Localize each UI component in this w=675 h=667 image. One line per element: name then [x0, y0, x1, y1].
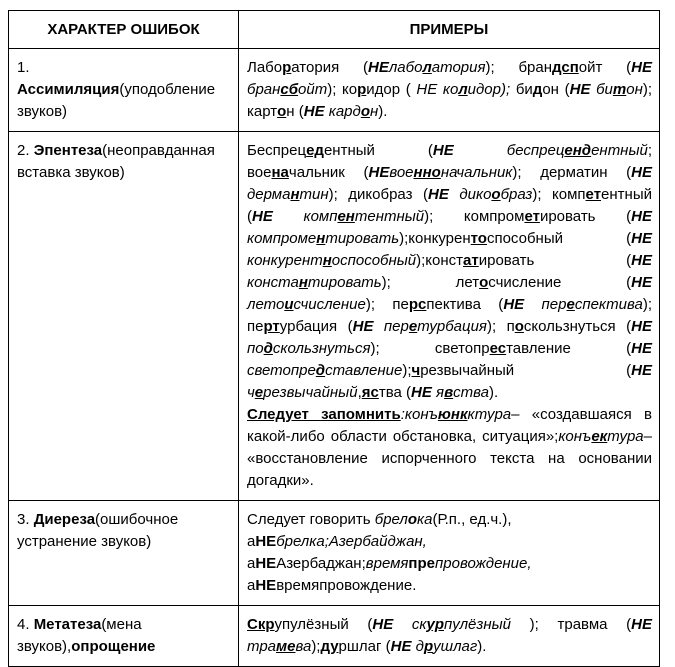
example-text-fragment: НЕ	[631, 208, 652, 225]
example-text-fragment: ); бран	[485, 59, 553, 76]
example-text-fragment: ентный (	[323, 142, 433, 159]
example-text-fragment: НЕ	[390, 638, 412, 655]
example-text-fragment: д	[315, 362, 326, 379]
example-text-fragment: НЕ	[631, 164, 652, 181]
error-type-name: Эпентеза	[33, 142, 103, 159]
example-text-fragment: НЕ	[427, 186, 449, 203]
example-text-fragment: НЕ	[631, 616, 653, 633]
error-type-number: 4.	[17, 616, 34, 633]
example-text-fragment: н	[322, 252, 332, 269]
error-type-number: 1.	[17, 59, 30, 76]
example-text-fragment: ); компром	[424, 208, 525, 225]
example-text-fragment: ес	[489, 340, 507, 357]
example-text-fragment: скользнуться	[272, 340, 371, 357]
error-type-name: Ассимиляция	[17, 81, 120, 98]
example-text-fragment: идор (	[366, 81, 417, 98]
error-type-cell	[9, 501, 239, 606]
example-text-fragment: ме	[276, 638, 296, 655]
example-text-fragment: дико	[448, 186, 492, 203]
example-text-fragment: чальник (	[288, 164, 369, 181]
example-text-fragment: НЕ	[368, 164, 390, 181]
example-text-fragment: а	[247, 577, 256, 594]
example-text-fragment: беспрец	[453, 142, 565, 159]
error-type-name: Диереза	[33, 511, 96, 528]
example-text-fragment: пектива (	[426, 296, 504, 313]
example-text-fragment: би	[590, 81, 613, 98]
example-text-fragment: Беспрец	[247, 142, 307, 159]
example-text-fragment: о	[407, 511, 418, 528]
example-text-fragment: НЕ	[631, 274, 652, 291]
example-text-fragment: светопре	[247, 362, 316, 379]
example-text-fragment: л	[422, 59, 432, 76]
error-type-number: 3.	[17, 511, 34, 528]
example-text-fragment: ка	[417, 511, 433, 528]
example-text-fragment: ко	[442, 81, 459, 98]
example-text-fragment: ).	[477, 638, 487, 655]
example-text-fragment: ет	[524, 208, 540, 225]
example-text-fragment: тра	[247, 638, 277, 655]
example-text-fragment: ); дерматин (	[512, 164, 632, 181]
example-text-fragment: );конкурен	[399, 230, 471, 247]
examples-cell	[239, 49, 660, 132]
example-text-fragment: лето	[247, 296, 285, 313]
example-text-fragment: ; вое	[247, 142, 652, 181]
example-text-fragment: о	[360, 103, 370, 120]
error-type-description: (ошибочное устранение звуков)	[17, 511, 179, 550]
example-text-fragment: ства	[453, 384, 489, 401]
example-text-fragment: яс	[361, 384, 379, 401]
example-text-fragment: о	[491, 186, 501, 203]
example-text-fragment: н	[290, 186, 300, 203]
example-text-fragment: кард	[324, 103, 361, 120]
example-text-fragment: а	[247, 555, 256, 572]
error-type-name: Метатеза	[33, 616, 102, 633]
example-text-fragment: н	[370, 103, 379, 120]
example-text-fragment: конста	[247, 274, 299, 291]
example-text-fragment: НЕ	[252, 208, 273, 225]
example-text-fragment: тин	[299, 186, 329, 203]
error-types-table	[8, 10, 660, 667]
example-text-fragment: рс	[408, 296, 427, 313]
example-text-fragment: – «восстановление испорченного текста на основании догадки».	[247, 428, 652, 489]
example-text-fragment: ); п	[486, 318, 515, 335]
example-text-fragment: резвычайный (	[420, 362, 632, 379]
example-text-fragment: н	[298, 274, 308, 291]
error-type-number: 2.	[17, 142, 34, 159]
error-type-description: (неоправданная вставка звуков)	[17, 142, 215, 181]
example-text-fragment: в	[444, 384, 454, 401]
example-text-fragment: ); травма (	[511, 616, 632, 633]
example-text-fragment: конъ	[558, 428, 592, 445]
error-type-cell	[9, 132, 239, 501]
example-text-fragment: НЕ	[503, 296, 525, 313]
example-text-fragment: по	[247, 340, 264, 357]
example-text-fragment: ед	[306, 142, 324, 159]
examples-cell	[239, 132, 660, 501]
example-text-fragment: пер	[373, 318, 409, 335]
example-text-fragment: ировать (	[539, 208, 632, 225]
example-text-fragment: НЕ	[255, 577, 277, 594]
examples-cell	[239, 501, 660, 606]
example-text-fragment: атория	[431, 59, 486, 76]
example-text-fragment: тура	[607, 428, 644, 445]
example-text-fragment: НЕ	[411, 384, 432, 401]
example-text-fragment: вое	[389, 164, 414, 181]
example-text-fragment: Скр	[247, 616, 275, 633]
example-text-fragment: провождение,	[435, 555, 532, 572]
error-type-name-secondary: опрощение	[71, 638, 156, 655]
example-text-fragment: НЕ	[303, 103, 325, 120]
error-type-cell	[9, 49, 239, 132]
example-text-fragment: ).	[378, 103, 388, 120]
table-row	[9, 501, 660, 606]
example-text-fragment: скользнуться (	[523, 318, 632, 335]
example-text-fragment: тавление (	[506, 340, 632, 357]
example-text-fragment: пер	[524, 296, 567, 313]
example-text-fragment: нно	[413, 164, 441, 181]
example-text-fragment: резвычайный	[263, 384, 358, 401]
example-text-fragment: р	[423, 638, 434, 655]
example-text-fragment: конъ	[404, 406, 438, 423]
example-text-fragment: сб	[280, 81, 299, 98]
example-text-fragment: е	[566, 296, 575, 313]
example-text-fragment: НЕ	[255, 555, 277, 572]
example-text-fragment: дсп	[552, 59, 579, 76]
example-text-fragment: я	[431, 384, 445, 401]
example-text-fragment: турбация	[417, 318, 487, 335]
example-text-fragment: способный (	[486, 230, 632, 247]
example-text-fragment: – «создавшаяся в какой-либо области обстановка, ситуация»;	[247, 406, 652, 445]
example-text-fragment: тентный	[354, 208, 425, 225]
example-text-fragment: ек	[591, 428, 608, 445]
example-text-fragment: НЕ	[255, 533, 277, 550]
example-text-fragment: НЕ	[368, 59, 389, 76]
example-text-fragment: д	[411, 638, 424, 655]
example-text-fragment: НЕ	[631, 59, 652, 76]
example-text-fragment: н	[316, 230, 326, 247]
example-text-fragment: ); лет	[381, 274, 480, 291]
example-text-fragment: счисление (	[488, 274, 632, 291]
example-text-fragment: время	[365, 555, 409, 572]
example-text-fragment: Лабо	[247, 59, 283, 76]
example-text-fragment: (Р.п., ед.ч.),	[432, 511, 512, 528]
example-text-fragment: ).	[488, 384, 499, 401]
example-text-fragment: компроме	[247, 230, 317, 247]
example-text-fragment: ); пе	[365, 296, 409, 313]
example-text-fragment: конкурент	[247, 252, 323, 269]
example-text-fragment: брелка;Азербайджан,	[276, 533, 427, 550]
example-text-fragment: ); комп	[532, 186, 586, 203]
example-text-fragment: р	[357, 81, 367, 98]
example-text-fragment: НЕ	[416, 81, 443, 98]
example-text-fragment: тировать	[307, 274, 382, 291]
example-text-fragment: л	[458, 81, 468, 98]
example-text-fragment: ат	[463, 252, 479, 269]
example-text-fragment: оспособный	[331, 252, 417, 269]
example-text-fragment: тва (	[378, 384, 412, 401]
example-text-fragment: на	[271, 164, 289, 181]
example-text-fragment: Азербаджан;	[276, 555, 366, 572]
example-text-fragment: юнк	[437, 406, 468, 423]
example-text-fragment: ); карт	[247, 81, 653, 120]
example-text-fragment: ); пе	[247, 296, 653, 335]
example-text-fragment: НЕ	[569, 81, 591, 98]
example-text-fragment: ); дикобраз (	[328, 186, 428, 203]
example-text-fragment: ур	[426, 616, 444, 633]
example-text-fragment: пулёзный	[444, 616, 511, 633]
example-text-fragment: Следует говорить	[247, 511, 375, 528]
example-text-fragment: НЕ	[631, 340, 653, 357]
example-text-fragment: ойт (	[578, 59, 632, 76]
example-text-fragment: рт	[263, 318, 280, 335]
example-text-fragment: ировать (	[478, 252, 632, 269]
example-text-fragment: комп	[272, 208, 338, 225]
example-text-fragment: НЕ	[631, 230, 652, 247]
example-text-fragment: Следует запомнить	[247, 406, 401, 423]
example-text-fragment: счисление	[293, 296, 366, 313]
example-text-fragment: идор);	[467, 81, 516, 98]
example-text-fragment: НЕ	[352, 318, 374, 335]
example-text-fragment: и	[284, 296, 294, 313]
example-text-fragment: пре	[408, 555, 435, 572]
example-text-fragment: т	[612, 81, 627, 98]
example-text-fragment: ); светопр	[370, 340, 490, 357]
example-text-fragment: НЕ	[372, 616, 394, 633]
example-text-fragment: бран	[247, 81, 281, 98]
example-text-fragment: ентный	[591, 142, 648, 159]
example-text-fragment: ойт	[298, 81, 328, 98]
example-text-fragment: ен	[337, 208, 355, 225]
example-text-fragment: ); ко	[327, 81, 358, 98]
table-row	[9, 132, 660, 501]
example-text-fragment: о	[479, 274, 489, 291]
example-text-fragment: );	[311, 638, 321, 655]
example-text-fragment: спектива	[574, 296, 643, 313]
example-text-fragment: о	[277, 103, 287, 120]
examples-cell	[239, 606, 660, 667]
example-text-fragment: НЕ	[631, 362, 652, 379]
table-row	[9, 606, 660, 667]
example-text-fragment: ушлаг	[433, 638, 478, 655]
example-text-fragment: лабо	[388, 59, 423, 76]
example-text-fragment: ставление	[325, 362, 403, 379]
example-text-fragment: ва	[295, 638, 312, 655]
example-text-fragment: урбация (	[279, 318, 353, 335]
example-text-fragment: ентный (	[247, 186, 652, 225]
example-text-fragment: );	[402, 362, 412, 379]
header-examples: ПРИМЕРЫ	[239, 11, 660, 49]
example-text-fragment: ктура	[467, 406, 512, 423]
example-text-fragment: он (	[542, 81, 570, 98]
example-text-fragment: тировать	[325, 230, 400, 247]
example-text-fragment: );конст	[416, 252, 464, 269]
example-text-fragment: времяпровождение.	[276, 577, 417, 594]
example-text-fragment: ч	[247, 384, 255, 401]
example-text-fragment: НЕ	[432, 142, 454, 159]
example-text-fragment: брел	[374, 511, 408, 528]
example-text-fragment: д	[263, 340, 273, 357]
example-text-fragment: о	[514, 318, 524, 335]
example-text-fragment: ск	[393, 616, 427, 633]
example-text-fragment: а	[247, 533, 256, 550]
error-type-cell	[9, 606, 239, 667]
error-type-description: (уподобление звуков)	[17, 81, 216, 120]
table-row	[9, 49, 660, 132]
example-text-fragment: н (	[286, 103, 304, 120]
example-text-fragment: дерма	[247, 186, 291, 203]
example-text-fragment: ршлаг (	[338, 638, 391, 655]
example-text-fragment: он	[626, 81, 643, 98]
example-text-fragment: р	[282, 59, 292, 76]
example-text-fragment: ч	[411, 362, 421, 379]
example-text-fragment: НЕ	[631, 252, 652, 269]
example-text-fragment: ет	[585, 186, 602, 203]
example-text-fragment: енд	[564, 142, 592, 159]
example-text-fragment: е	[408, 318, 418, 335]
example-text-fragment: атория (	[291, 59, 368, 76]
error-type-description: (мена звуков),	[17, 616, 142, 655]
example-text-fragment: то	[470, 230, 487, 247]
table-header-row	[9, 11, 660, 49]
example-text-fragment: е	[254, 384, 264, 401]
example-text-fragment: д	[532, 81, 543, 98]
example-text-fragment: би	[515, 81, 533, 98]
example-text-fragment: :	[400, 406, 405, 423]
example-text-fragment: ду	[320, 638, 339, 655]
example-text-fragment: браз	[500, 186, 533, 203]
header-error-type: ХАРАКТЕР ОШИБОК	[9, 11, 239, 49]
example-text-fragment: упулёзный (	[274, 616, 373, 633]
example-text-fragment: начальник	[440, 164, 513, 181]
example-text-fragment: НЕ	[631, 318, 652, 335]
example-text-fragment: ,	[357, 384, 362, 401]
